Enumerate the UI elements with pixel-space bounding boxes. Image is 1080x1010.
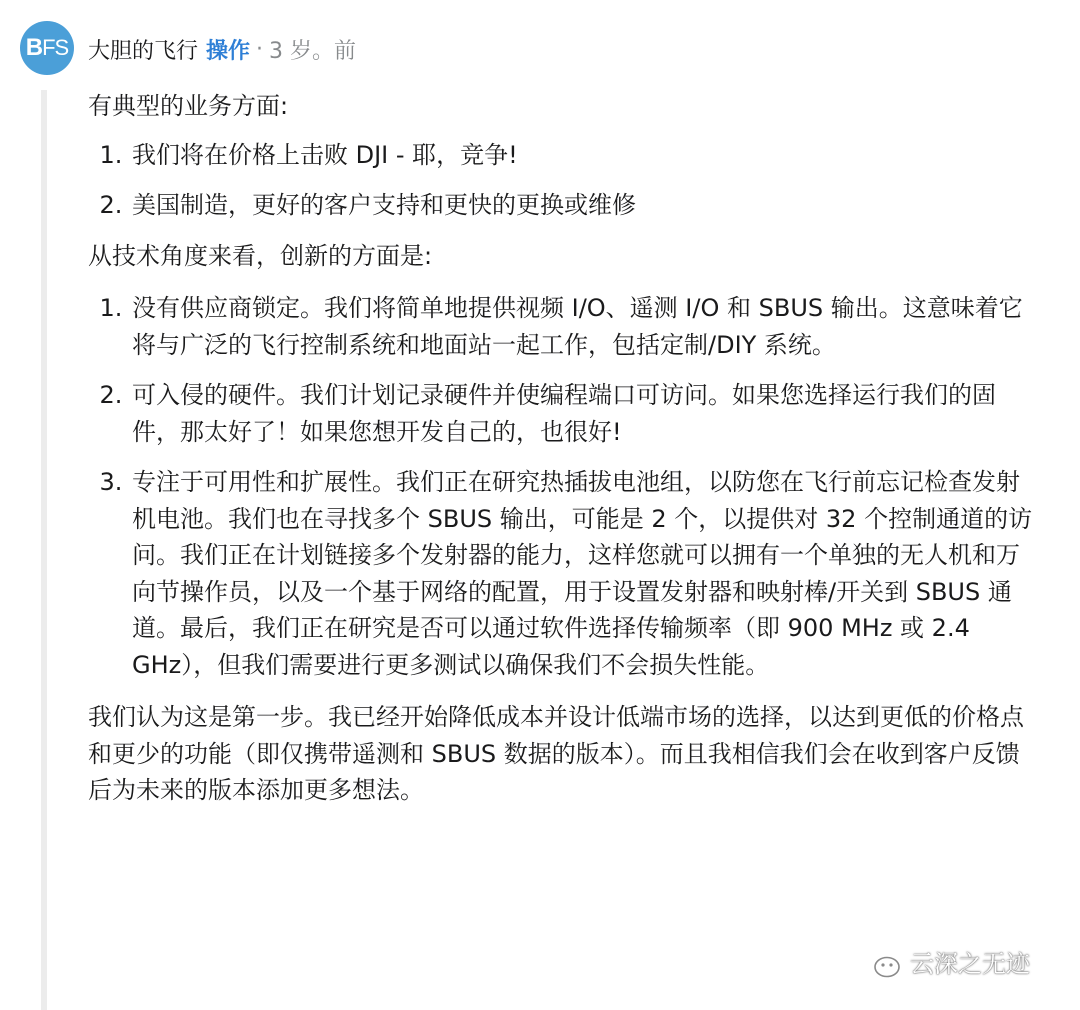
author-name[interactable]: 大胆的飞行 [88, 38, 199, 64]
comment-timestamp[interactable]: 3 岁。前 [269, 38, 357, 64]
list-item: 3. 专注于可用性和扩展性。我们正在研究热插拔电池组，以防您在飞行前忘记检查发射机电池。我们也在寻找多个 SBUS 输出，可能是 2 个，以提供对 32 个控制通道的访问。我们正在计划链接多个发射器的能力，这样您就可以拥有一个单独的无人机和万向节操作员，以及一个基于网络的配置，用于设置发射器和映射棒/开关到 SBUS 通道。最后，我们正在研究是否可以通过软件选择传输频率（即 900 MHz 或 2.4 GHz），但我们需要进行更多测试以确保我们不会损失性能。 [130, 464, 1038, 683]
avatar-initial-bold: B [25, 34, 43, 61]
list-item: 2. 可入侵的硬件。我们计划记录硬件并使编程端口可访问。如果您选择运行我们的固件，那太好了！如果您想开发自己的，也很好! [130, 377, 1038, 450]
watermark [858, 944, 1030, 979]
tech-intro: 从技术角度来看，创新的方面是: [88, 241, 433, 270]
list-item: 1. 没有供应商锁定。我们将简单地提供视频 I/O、遥测 I/O 和 SBUS 输出。这意味着它将与广泛的飞行控制系统和地面站一起工作，包括定制/DIY 系统。 [130, 290, 1038, 363]
meta-separator: · [256, 36, 264, 62]
avatar-initial-rest: FS [42, 35, 69, 60]
tech-list [88, 290, 1038, 683]
wechat-icon [858, 945, 902, 979]
comment-header [88, 32, 356, 66]
business-intro: 有典型的业务方面: [88, 92, 289, 120]
business-list [88, 137, 1038, 224]
list-item: 1. 我们将在价格上击败 DJI - 耶，竞争! [130, 137, 1038, 174]
op-badge: 操作 [206, 38, 251, 64]
watermark-text: 云深之无迹 [910, 950, 1030, 978]
list-item: 2. 美国制造，更好的客户支持和更快的更换或维修 [130, 187, 1038, 224]
comment-body [88, 88, 1038, 809]
thread-line[interactable] [41, 90, 47, 1010]
avatar[interactable] [20, 21, 74, 75]
closing-paragraph: 我们认为这是第一步。我已经开始降低成本并设计低端市场的选择，以达到更低的价格点和更少的功能（即仅携带遥测和 SBUS 数据的版本）。而且我相信我们会在收到客户反馈后为未来的版本添加更多想法。 [88, 703, 1024, 804]
